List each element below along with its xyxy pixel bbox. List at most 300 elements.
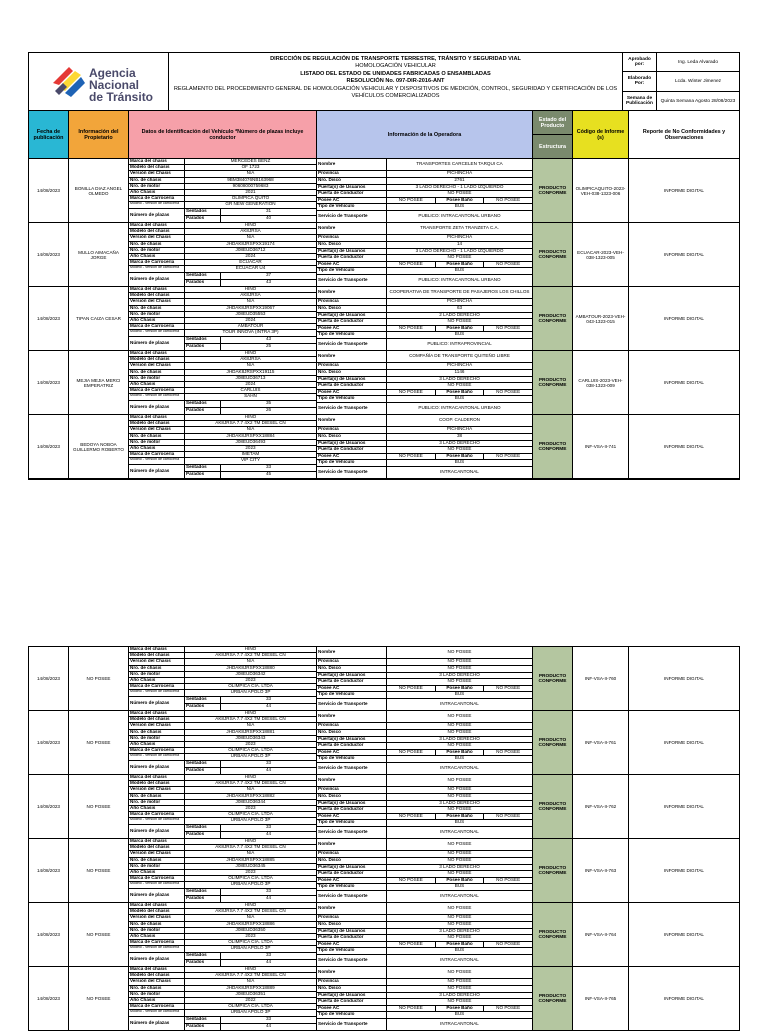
op-label: Puerta(s) de Usuarios	[317, 313, 387, 319]
veh-value: VIP CITY	[240, 457, 261, 463]
veh-label: Marca de Carrocería	[129, 684, 185, 689]
bano-value: NO POSEE	[496, 1004, 521, 1010]
bano-label: Posee Baño	[436, 454, 485, 460]
cell-reporte: INFORME DIGITAL	[664, 804, 704, 809]
bano-value: NO POSEE	[496, 812, 521, 818]
cell-codigo: INF-VSA-II-764	[573, 903, 629, 966]
veh-value: JHDAK8JRSPXX18881	[226, 728, 275, 734]
veh-value: JHDAK8JRSPXX19115	[226, 368, 275, 374]
op-value: 14	[456, 240, 463, 246]
veh-value: AK8JRSA 7.7 4X2 TM DIESEL CN	[215, 908, 286, 914]
veh-value: JHDAK8JRSPXX19174	[226, 240, 275, 246]
cell-datos-vehiculo	[129, 223, 317, 286]
veh-value: JHDAK8JRSPXX18884	[226, 432, 275, 438]
cell-reporte: INFORME DIGITAL	[664, 740, 704, 745]
sentados-value: 33	[265, 823, 272, 829]
cell-reporte: INFORME DIGITAL	[664, 996, 704, 1001]
cell-reporte: INFORME DIGITAL	[664, 444, 704, 449]
veh-label: Marca de Carrocería	[129, 1004, 185, 1009]
veh-label: Marca de Carrocería	[129, 876, 185, 881]
sentados-value: 33	[265, 1015, 272, 1021]
veh-label: Marca de Carrocería	[129, 196, 185, 201]
op-value: NO POSEE	[447, 722, 472, 728]
sentados-label: Sentados	[185, 337, 221, 343]
cell-reporte: INFORME DIGITAL	[664, 188, 704, 193]
op-label: Posee AC	[317, 262, 387, 268]
op-value: TRANSPORTE ZETA TRANZETA C.A.	[420, 225, 499, 231]
op-value: 3 LADO DERECHO	[439, 927, 480, 933]
veh-label: Número de plazas	[129, 273, 185, 286]
op-label: Nro. Disco	[317, 730, 387, 736]
veh-label: Versión del Chasis	[129, 787, 185, 792]
bano-label: Posee Baño	[436, 198, 485, 204]
veh-label: Nro. de chasis	[129, 922, 185, 927]
sentados-label: Sentados	[185, 465, 221, 471]
op-label: Puerta de Conductor	[317, 743, 387, 749]
veh-label: Versión del Chasis	[129, 851, 185, 856]
op-label: Puerta(s) de Usuarios	[317, 249, 387, 255]
veh-label: Número de plazas	[129, 337, 185, 350]
veh-label: Modelo - Versión de carrocería	[129, 394, 185, 399]
veh-value: 2023	[245, 676, 256, 682]
parados-value: 44	[265, 1022, 272, 1028]
veh-label: Nro. de motor	[129, 928, 185, 933]
cell-propietario: NO POSEE	[69, 839, 129, 902]
veh-value: AK8JRSA 7.7 4X2 TM DIESEL CN	[215, 780, 286, 786]
op-value: BUS	[454, 883, 465, 889]
op-value: COOP. CALDERON	[438, 417, 480, 423]
table-row	[29, 351, 739, 415]
op-label: Nombre	[317, 903, 387, 914]
op-value: NO POSEE	[447, 678, 472, 684]
parados-label: Parados	[185, 344, 221, 350]
op-label: Tipo de Vehículo	[317, 332, 387, 338]
veh-label: Nro. de motor	[129, 376, 185, 381]
veh-label: Nro. de chasis	[129, 986, 185, 991]
title-line-4: RESOLUCIÓN No. 097-DIR-2016-ANT	[346, 78, 445, 85]
ac-value: NO POSEE	[387, 262, 436, 268]
veh-value: JHDAK8JRSPXX18882	[226, 792, 275, 798]
op-value: 2 LADO DERECHO	[439, 311, 480, 317]
veh-label: Número de plazas	[129, 209, 185, 222]
veh-value: J08EUD36344	[235, 798, 266, 804]
veh-label: Versión del Chasis	[129, 363, 185, 368]
sentados-value: 43	[265, 335, 272, 341]
op-label: Nombre	[317, 647, 387, 658]
op-value: NO POSEE	[447, 728, 472, 734]
veh-label: Marca del chasis	[129, 775, 185, 780]
op-value: NO POSEE	[447, 841, 472, 847]
veh-label: Nro. de motor	[129, 184, 185, 189]
op-value: PICHINCHA	[446, 170, 473, 176]
veh-label: Versión del Chasis	[129, 299, 185, 304]
cell-codigo: OLIMPICAQUITO-2023-VEH-038-1323-006	[573, 159, 629, 222]
veh-value: 9BM384076NB163968	[227, 176, 274, 182]
cell-codigo: INF-VSA-II-760	[573, 647, 629, 710]
op-label: Nro. Disco	[317, 666, 387, 672]
cell-reporte: INFORME DIGITAL	[664, 316, 704, 321]
op-value: NO POSEE	[447, 978, 472, 984]
op-label: Puerta(s) de Usuarios	[317, 737, 387, 743]
veh-label: Marca del chasis	[129, 415, 185, 420]
parados-label: Parados	[185, 216, 221, 222]
cell-codigo: INF-VSA-II-741	[573, 415, 629, 478]
op-label: Puerta de Conductor	[317, 871, 387, 877]
cell-datos-vehiculo	[129, 287, 317, 350]
veh-label: Marca de Carrocería	[129, 748, 185, 753]
op-label: Provincia	[317, 659, 387, 665]
sentados-value: 33	[265, 759, 272, 765]
veh-value: OLIMPICA CIA. LTDA	[228, 747, 273, 753]
op-value: BUS	[454, 395, 465, 401]
veh-label: Año Chasis	[129, 934, 185, 939]
veh-label: Marca del chasis	[129, 159, 185, 164]
cell-estado: PRODUCTO CONFORME	[533, 903, 573, 966]
veh-value: AK8JRSA 7.7 4X2 TM DIESEL CN	[215, 716, 286, 722]
veh-value: JHDAK8JRSPXX18889	[226, 984, 275, 990]
veh-label: Nro. de motor	[129, 992, 185, 997]
cell-operadora	[317, 967, 533, 1030]
veh-label: Año Chasis	[129, 742, 185, 747]
op-value: COMPAÑÍA DE TRANSPORTE QUITEÑO LIBRE	[409, 353, 510, 359]
veh-value: N/A	[246, 362, 255, 368]
veh-value: 2023	[245, 740, 256, 746]
veh-value: URBAN APOLO 3P	[230, 817, 271, 823]
op-label: Tipo de Vehículo	[317, 756, 387, 762]
op-label: Tipo de Vehículo	[317, 884, 387, 890]
op-value: NO POSEE	[447, 190, 472, 196]
cell-propietario: NO POSEE	[69, 967, 129, 1030]
veh-value: J08EUD36712	[235, 246, 266, 252]
veh-label: Marca del chasis	[129, 287, 185, 292]
bano-value: NO POSEE	[496, 388, 521, 394]
veh-value: URBAN APOLO 3P	[230, 945, 271, 951]
op-label: Puerta(s) de Usuarios	[317, 993, 387, 999]
bano-label: Posee Baño	[436, 326, 485, 332]
logo-text-line-3: de Tránsito	[89, 90, 154, 104]
ac-value: NO POSEE	[387, 750, 436, 756]
cell-datos-vehiculo	[129, 415, 317, 478]
veh-label: Número de plazas	[129, 825, 185, 838]
bano-label: Posee Baño	[436, 262, 485, 268]
op-value: BUS	[454, 267, 465, 273]
veh-value: URBAN APOLO 3P	[230, 753, 271, 759]
cell-codigo: INF-VSA-II-761	[573, 711, 629, 774]
veh-value: 2023	[245, 932, 256, 938]
op-label: Nombre	[317, 839, 387, 850]
op-label: Posee AC	[317, 390, 387, 396]
col-estado-top: Estado del Producto	[533, 111, 572, 135]
op-label: Servicio de Transporte	[317, 1019, 387, 1030]
veh-label: Versión del Chasis	[129, 915, 185, 920]
cell-estado: PRODUCTO CONFORME	[533, 967, 573, 1030]
op-label: Nro. Disco	[317, 986, 387, 992]
op-value: NO POSEE	[447, 792, 472, 798]
veh-value: OLIMPICA CIA. LTDA	[228, 939, 273, 945]
op-label: Nro. Disco	[317, 306, 387, 312]
bano-value: NO POSEE	[496, 452, 521, 458]
op-label: Nombre	[317, 415, 387, 426]
op-label: Servicio de Transporte	[317, 339, 387, 350]
cell-datos-vehiculo	[129, 775, 317, 838]
cell-datos-vehiculo	[129, 967, 317, 1030]
table-row	[29, 159, 739, 223]
veh-label: Modelo - Versión de carrocería	[129, 882, 185, 887]
cell-datos-vehiculo	[129, 839, 317, 902]
veh-label: Marca de Carrocería	[129, 452, 185, 457]
veh-label: Nro. de chasis	[129, 858, 185, 863]
veh-value: 2023	[245, 444, 256, 450]
veh-value: N/A	[246, 722, 255, 728]
op-value: BUS	[454, 819, 465, 825]
cell-estado: PRODUCTO CONFORME	[533, 287, 573, 350]
op-label: Tipo de Vehículo	[317, 396, 387, 402]
op-label: Nombre	[317, 223, 387, 234]
veh-value: HINO	[244, 902, 257, 907]
op-label: Puerta de Conductor	[317, 383, 387, 389]
veh-value: N/A	[246, 914, 255, 920]
parados-value: 44	[265, 830, 272, 836]
cell-operadora	[317, 287, 533, 350]
op-value: BUS	[454, 459, 465, 465]
op-label: Puerta de Conductor	[317, 191, 387, 197]
veh-value: HINO	[244, 350, 257, 355]
ac-value: NO POSEE	[387, 198, 436, 204]
veh-label: Número de plazas	[129, 953, 185, 966]
veh-label: Modelo del chasis	[129, 293, 185, 298]
cell-propietario: NO POSEE	[69, 711, 129, 774]
cell-operadora	[317, 223, 533, 286]
veh-value: SAHN	[244, 393, 257, 399]
agency-logo	[29, 53, 169, 110]
op-value: NO POSEE	[447, 969, 472, 975]
veh-label: Modelo - Versión de carrocería	[129, 458, 185, 463]
veh-label: Modelo - Versión de carrocería	[129, 202, 185, 207]
veh-label: Nro. de motor	[129, 800, 185, 805]
table-row	[29, 647, 739, 711]
bano-value: NO POSEE	[496, 684, 521, 690]
op-value: PUBLICO: INTRACANTONAL URBANO	[418, 213, 501, 218]
op-label: Provincia	[317, 427, 387, 433]
parados-value: 45	[265, 470, 272, 476]
col-codigo: Código de Informe (s)	[573, 111, 629, 158]
veh-value: HINO	[244, 646, 257, 651]
cell-estado: PRODUCTO CONFORME	[533, 159, 573, 222]
op-value: 3 LADO DERECHO	[439, 671, 480, 677]
op-value: 38	[456, 432, 463, 438]
veh-label: Marca de Carrocería	[129, 812, 185, 817]
cell-fecha: 14/08/2023	[29, 287, 69, 350]
op-label: Servicio de Transporte	[317, 763, 387, 774]
veh-label: Marca del chasis	[129, 711, 185, 716]
veh-label: Marca de Carrocería	[129, 388, 185, 393]
veh-value: 2021	[245, 188, 256, 194]
op-label: Puerta(s) de Usuarios	[317, 929, 387, 935]
op-value: INTRACANTONAL	[440, 765, 479, 770]
veh-label: Año Chasis	[129, 382, 185, 387]
cell-fecha: 14/08/2023	[29, 351, 69, 414]
veh-value: N/A	[246, 786, 255, 792]
op-label: Nro. Disco	[317, 794, 387, 800]
veh-value: 2023	[245, 868, 256, 874]
op-value: NO POSEE	[447, 998, 472, 1004]
op-label: Puerta de Conductor	[317, 807, 387, 813]
op-value: NO POSEE	[447, 777, 472, 783]
sentados-value: 33	[265, 951, 272, 957]
veh-value: N/A	[246, 298, 255, 304]
op-label: Servicio de Transporte	[317, 467, 387, 478]
op-label: Servicio de Transporte	[317, 403, 387, 414]
op-label: Provincia	[317, 851, 387, 857]
veh-value: CARLUIS	[240, 387, 261, 393]
ac-value: NO POSEE	[387, 326, 436, 332]
op-value: BUS	[454, 755, 465, 761]
op-label: Posee AC	[317, 198, 387, 204]
veh-label: Nro. de chasis	[129, 242, 185, 247]
op-label: Provincia	[317, 979, 387, 985]
bano-value: NO POSEE	[496, 940, 521, 946]
veh-value: J08EUD36345	[235, 862, 266, 868]
op-value: 2761	[454, 176, 465, 182]
op-value: 3 LADO DERECHO	[439, 439, 480, 445]
sentados-label: Sentados	[185, 697, 221, 703]
cell-reporte: INFORME DIGITAL	[664, 868, 704, 873]
cell-operadora	[317, 775, 533, 838]
bano-label: Posee Baño	[436, 750, 485, 756]
cell-fecha: 14/08/2023	[29, 839, 69, 902]
op-label: Tipo de Vehículo	[317, 692, 387, 698]
veh-value: 2024	[245, 380, 256, 386]
veh-value: URBAN APOLO 3P	[230, 881, 271, 887]
ant-logo-icon	[51, 61, 87, 99]
op-label: Puerta de Conductor	[317, 319, 387, 325]
bano-label: Posee Baño	[436, 1006, 485, 1012]
veh-value: AK8JRSA	[240, 292, 261, 298]
veh-label: Nro. de motor	[129, 864, 185, 869]
op-label: Puerta(s) de Usuarios	[317, 377, 387, 383]
op-label: Posee AC	[317, 326, 387, 332]
cell-operadora	[317, 159, 533, 222]
veh-label: Modelo del chasis	[129, 909, 185, 914]
ac-value: NO POSEE	[387, 878, 436, 884]
op-value: COOPERATIVA DE TRANSPORTE DE PASAJEROS LOS CHILLOS	[389, 289, 530, 295]
veh-value: HINO	[244, 966, 257, 971]
bano-label: Posee Baño	[436, 390, 485, 396]
col-datos: Datos de Identificación del Vehículo *Número de plazas incluye conductor	[129, 111, 317, 158]
table-body	[29, 159, 739, 479]
op-value: INTRACANTONAL	[440, 893, 479, 898]
cell-datos-vehiculo	[129, 159, 317, 222]
op-value: NO POSEE	[447, 382, 472, 388]
veh-label: Versión del Chasis	[129, 659, 185, 664]
veh-value: HINO	[244, 710, 257, 715]
cell-estado: PRODUCTO CONFORME	[533, 839, 573, 902]
op-label: Provincia	[317, 299, 387, 305]
veh-label: Número de plazas	[129, 889, 185, 902]
veh-label: Marca de Carrocería	[129, 940, 185, 945]
op-label: Servicio de Transporte	[317, 211, 387, 222]
veh-label: Nro. de motor	[129, 312, 185, 317]
op-label: Tipo de Vehículo	[317, 820, 387, 826]
publication-week-value: Quinta Semana Agosto 28/08/2023	[660, 98, 736, 104]
veh-label: Nro. de motor	[129, 672, 185, 677]
op-value: NO POSEE	[447, 318, 472, 324]
veh-value: J08EUD36351	[235, 990, 266, 996]
veh-label: Modelo del chasis	[129, 357, 185, 362]
op-value: BUS	[454, 331, 465, 337]
cell-reporte: INFORME DIGITAL	[664, 252, 704, 257]
table-row	[29, 223, 739, 287]
veh-value: N/A	[246, 170, 255, 176]
cell-propietario: TIPAN CAIZA CESAR	[69, 287, 129, 350]
cell-fecha: 14/08/2023	[29, 967, 69, 1030]
veh-label: Año Chasis	[129, 678, 185, 683]
cell-propietario: NO POSEE	[69, 647, 129, 710]
op-value: 1146	[454, 368, 465, 374]
veh-value: OLIMPICA CIA. LTDA	[228, 1003, 273, 1009]
veh-value: OLIMPICA CIA. LTDA	[228, 683, 273, 689]
op-value: NO POSEE	[447, 713, 472, 719]
cell-reporte: INFORME DIGITAL	[664, 676, 704, 681]
op-value: INTRACANTONAL	[440, 829, 479, 834]
op-label: Tipo de Vehículo	[317, 948, 387, 954]
cell-estado: PRODUCTO CONFORME	[533, 711, 573, 774]
cell-codigo: INF-VSA-II-763	[573, 839, 629, 902]
veh-value: J08EUD36713	[235, 374, 266, 380]
op-value: NO POSEE	[447, 914, 472, 920]
op-value: NO POSEE	[447, 850, 472, 856]
op-value: NO POSEE	[447, 934, 472, 940]
op-label: Nro. Disco	[317, 922, 387, 928]
op-value: BUS	[454, 947, 465, 953]
veh-label: Modelo del chasis	[129, 845, 185, 850]
op-value: 3 LADO DERECHO	[439, 375, 480, 381]
op-value: PICHINCHA	[446, 298, 473, 304]
op-value: BUS	[454, 691, 465, 697]
op-value: 3 LADO DERECHO - 1 LADO IZQUIERDO	[415, 247, 504, 253]
op-label: Puerta(s) de Usuarios	[317, 865, 387, 871]
cell-estado: PRODUCTO CONFORME	[533, 223, 573, 286]
op-value: BUS	[454, 203, 465, 209]
op-value: INTRACANTONAL	[440, 469, 479, 474]
op-label: Servicio de Transporte	[317, 827, 387, 838]
veh-value: N/A	[246, 978, 255, 984]
title-line-3: LISTADO DEL ESTADO DE UNIDADES FABRICADAS O ENSAMBLADAS	[300, 70, 491, 77]
parados-label: Parados	[185, 472, 221, 478]
veh-value: N/A	[246, 426, 255, 432]
cell-operadora	[317, 839, 533, 902]
op-value: PICHINCHA	[446, 426, 473, 432]
op-label: Puerta de Conductor	[317, 255, 387, 261]
bano-value: NO POSEE	[496, 876, 521, 882]
veh-label: Modelo - Versión de carrocería	[129, 690, 185, 695]
op-label: Servicio de Transporte	[317, 955, 387, 966]
cell-operadora	[317, 415, 533, 478]
op-label: Puerta(s) de Usuarios	[317, 801, 387, 807]
parados-label: Parados	[185, 832, 221, 838]
veh-label: Número de plazas	[129, 1017, 185, 1030]
veh-label: Año Chasis	[129, 318, 185, 323]
op-label: Posee AC	[317, 942, 387, 948]
veh-label: Modelo del chasis	[129, 229, 185, 234]
veh-value: GR NEW GENERATION	[225, 201, 276, 207]
approved-by-value: Ing. Leda Alvarado	[677, 59, 718, 65]
op-label: Nro. Disco	[317, 858, 387, 864]
op-value: NO POSEE	[447, 920, 472, 926]
veh-value: AK8JRSA 7.7 4X2 TM DIESEL CN	[215, 972, 286, 978]
veh-label: Año Chasis	[129, 806, 185, 811]
veh-label: Versión del Chasis	[129, 979, 185, 984]
